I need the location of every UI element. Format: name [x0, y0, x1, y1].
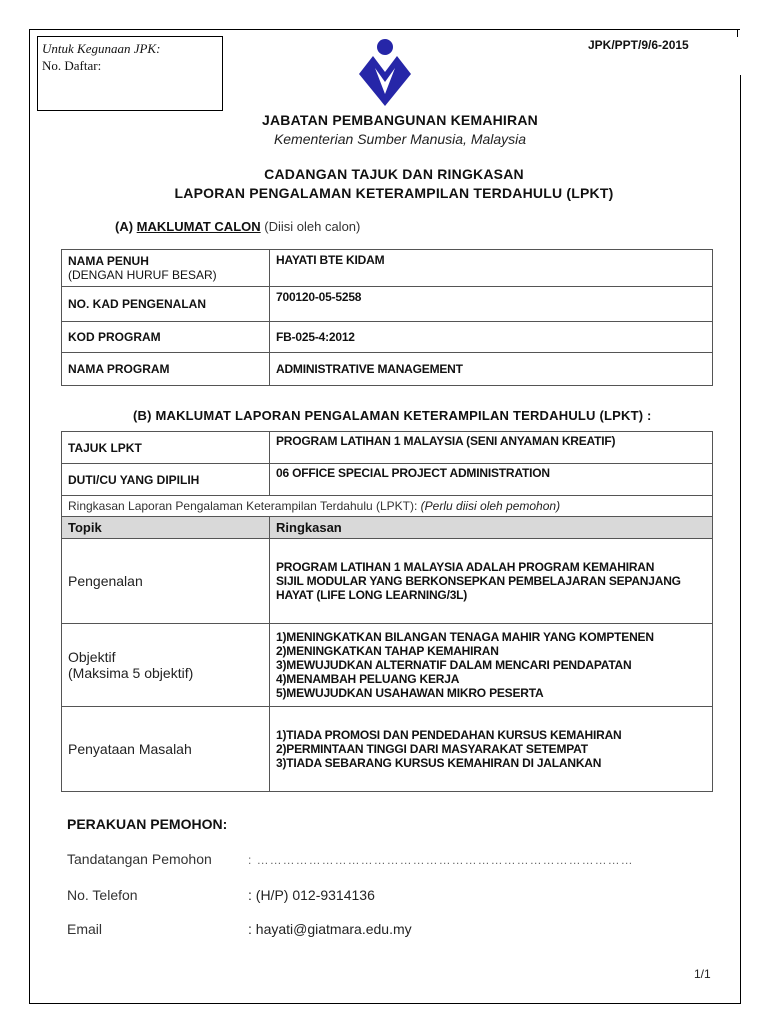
topic-label: Penyataan Masalah: [68, 741, 192, 757]
email-value: : hayati@giatmara.edu.my: [248, 921, 412, 937]
table-row: [62, 432, 713, 464]
agency-ministry: Kementerian Sumber Manusia, Malaysia: [273, 131, 527, 147]
table-header-row: [62, 517, 713, 539]
value-full-name: HAYATI BTE KIDAM: [270, 250, 713, 287]
summary-objectives: [270, 624, 713, 707]
summary-line: 3)TIADA SEBARANG KURSUS KEMAHIRAN DI JALANKAN: [276, 756, 602, 770]
topic-label: Objektif: [68, 649, 116, 665]
document-title-line-1: CADANGAN TAJUK DAN RINGKASAN: [264, 166, 524, 182]
section-b-heading: (B) MAKLUMAT LAPORAN PENGALAMAN KETERAMPILAN TERDAHULU (LPKT) :: [133, 408, 652, 423]
email-label: Email: [67, 921, 103, 937]
lpkt-info-table: [61, 431, 713, 792]
section-a-note: (Diisi oleh calon): [264, 219, 361, 234]
label-duty-cu: DUTI/CU YANG DIPILIH: [62, 464, 270, 496]
table-row: [62, 250, 713, 287]
summary-line: 4)MENAMBAH PELUANG KERJA: [276, 672, 460, 686]
summary-note-text: Ringkasan Laporan Pengalaman Keterampilan Terdahulu (LPKT):: [68, 499, 418, 513]
topic-label: Pengenalan: [68, 573, 143, 589]
summary-note-italic: (Perlu diisi oleh pemohon): [420, 499, 561, 513]
page-border-corner: [737, 29, 738, 37]
summary-introduction: [270, 539, 713, 624]
value-program-code: FB-025-4:2012: [270, 322, 713, 353]
declaration-heading: PERAKUAN PEMOHON:: [67, 816, 228, 832]
topic-objectives: [62, 624, 270, 707]
document-code: JPK/PPT/9/6-2015: [588, 38, 689, 52]
label-ic-number: NO. KAD PENGENALAN: [62, 287, 270, 322]
table-row: [62, 496, 713, 517]
jpk-logo-icon: [357, 38, 413, 108]
page-border-right: [740, 75, 741, 1004]
value-ic-number: 700120-05-5258: [270, 287, 713, 322]
topic-sublabel: (Maksima 5 objektif): [68, 665, 194, 681]
summary-note: [62, 496, 713, 517]
agency-name: JABATAN PEMBANGUNAN KEMAHIRAN: [262, 112, 538, 128]
summary-line: 2)PERMINTAAN TINGGI DARI MASYARAKAT SETEMPAT: [276, 742, 588, 756]
label-program-name: NAMA PROGRAM: [62, 353, 270, 386]
label-program-code: KOD PROGRAM: [62, 322, 270, 353]
table-row: [62, 707, 713, 792]
table-row: [62, 464, 713, 496]
summary-line: SIJIL MODULAR YANG BERKONSEPKAN PEMBELAJARAN SEPANJANG: [276, 574, 681, 588]
summary-line: 3)MEWUJUDKAN ALTERNATIF DALAM MENCARI PENDAPATAN: [276, 658, 632, 672]
label-full-name: [62, 250, 270, 287]
label-lpkt-title: TAJUK LPKT: [62, 432, 270, 464]
table-row: [62, 539, 713, 624]
section-a-title: MAKLUMAT CALON: [136, 219, 261, 234]
phone-label: No. Telefon: [67, 887, 138, 903]
column-header-topic: Topik: [62, 517, 270, 539]
value-program-name: ADMINISTRATIVE MANAGEMENT: [270, 353, 713, 386]
value-duty-cu: 06 OFFICE SPECIAL PROJECT ADMINISTRATION: [270, 464, 713, 496]
full-name-sublabel: (DENGAN HURUF BESAR): [68, 268, 217, 282]
summary-line: PROGRAM LATIHAN 1 MALAYSIA ADALAH PROGRAM KEMAHIRAN: [276, 560, 655, 574]
table-row: [62, 624, 713, 707]
summary-problem-statement: [270, 707, 713, 792]
signature-label: Tandatangan Pemohon: [67, 851, 212, 867]
registration-number-label: No. Daftar:: [42, 58, 102, 73]
full-name-label: NAMA PENUH: [68, 254, 149, 268]
phone-value: : (H/P) 012-9314136: [248, 887, 375, 903]
column-header-summary: Ringkasan: [270, 517, 713, 539]
document-title-line-2: LAPORAN PENGALAMAN KETERAMPILAN TERDAHULU (LPKT): [174, 185, 614, 201]
page-number: 1/1: [694, 967, 711, 981]
section-a-letter: (A): [115, 219, 134, 234]
candidate-info-table: [61, 249, 713, 386]
summary-line: 2)MENINGKATKAN TAHAP KEMAHIRAN: [276, 644, 499, 658]
office-use-box: [37, 36, 223, 111]
value-lpkt-title: PROGRAM LATIHAN 1 MALAYSIA (SENI ANYAMAN KREATIF): [270, 432, 713, 464]
section-a-heading: [115, 219, 360, 234]
table-row: [62, 322, 713, 353]
summary-line: HAYAT (LIFE LONG LEARNING/3L): [276, 588, 468, 602]
summary-line: 1)TIADA PROMOSI DAN PENDEDAHAN KURSUS KEMAHIRAN: [276, 728, 622, 742]
office-use-label: Untuk Kegunaan JPK:: [42, 41, 161, 56]
summary-line: 5)MEWUJUDKAN USAHAWAN MIKRO PESERTA: [276, 686, 544, 700]
page-border-top: [29, 29, 740, 30]
page-border-bottom: [29, 1003, 741, 1004]
topic-introduction: [62, 539, 270, 624]
table-row: [62, 353, 713, 386]
table-row: [62, 287, 713, 322]
summary-line: 1)MENINGKATKAN BILANGAN TENAGA MAHIR YANG KOMPTENEN: [276, 630, 654, 644]
signature-field: : ……………………………………………………………………………: [248, 853, 634, 867]
topic-problem-statement: [62, 707, 270, 792]
